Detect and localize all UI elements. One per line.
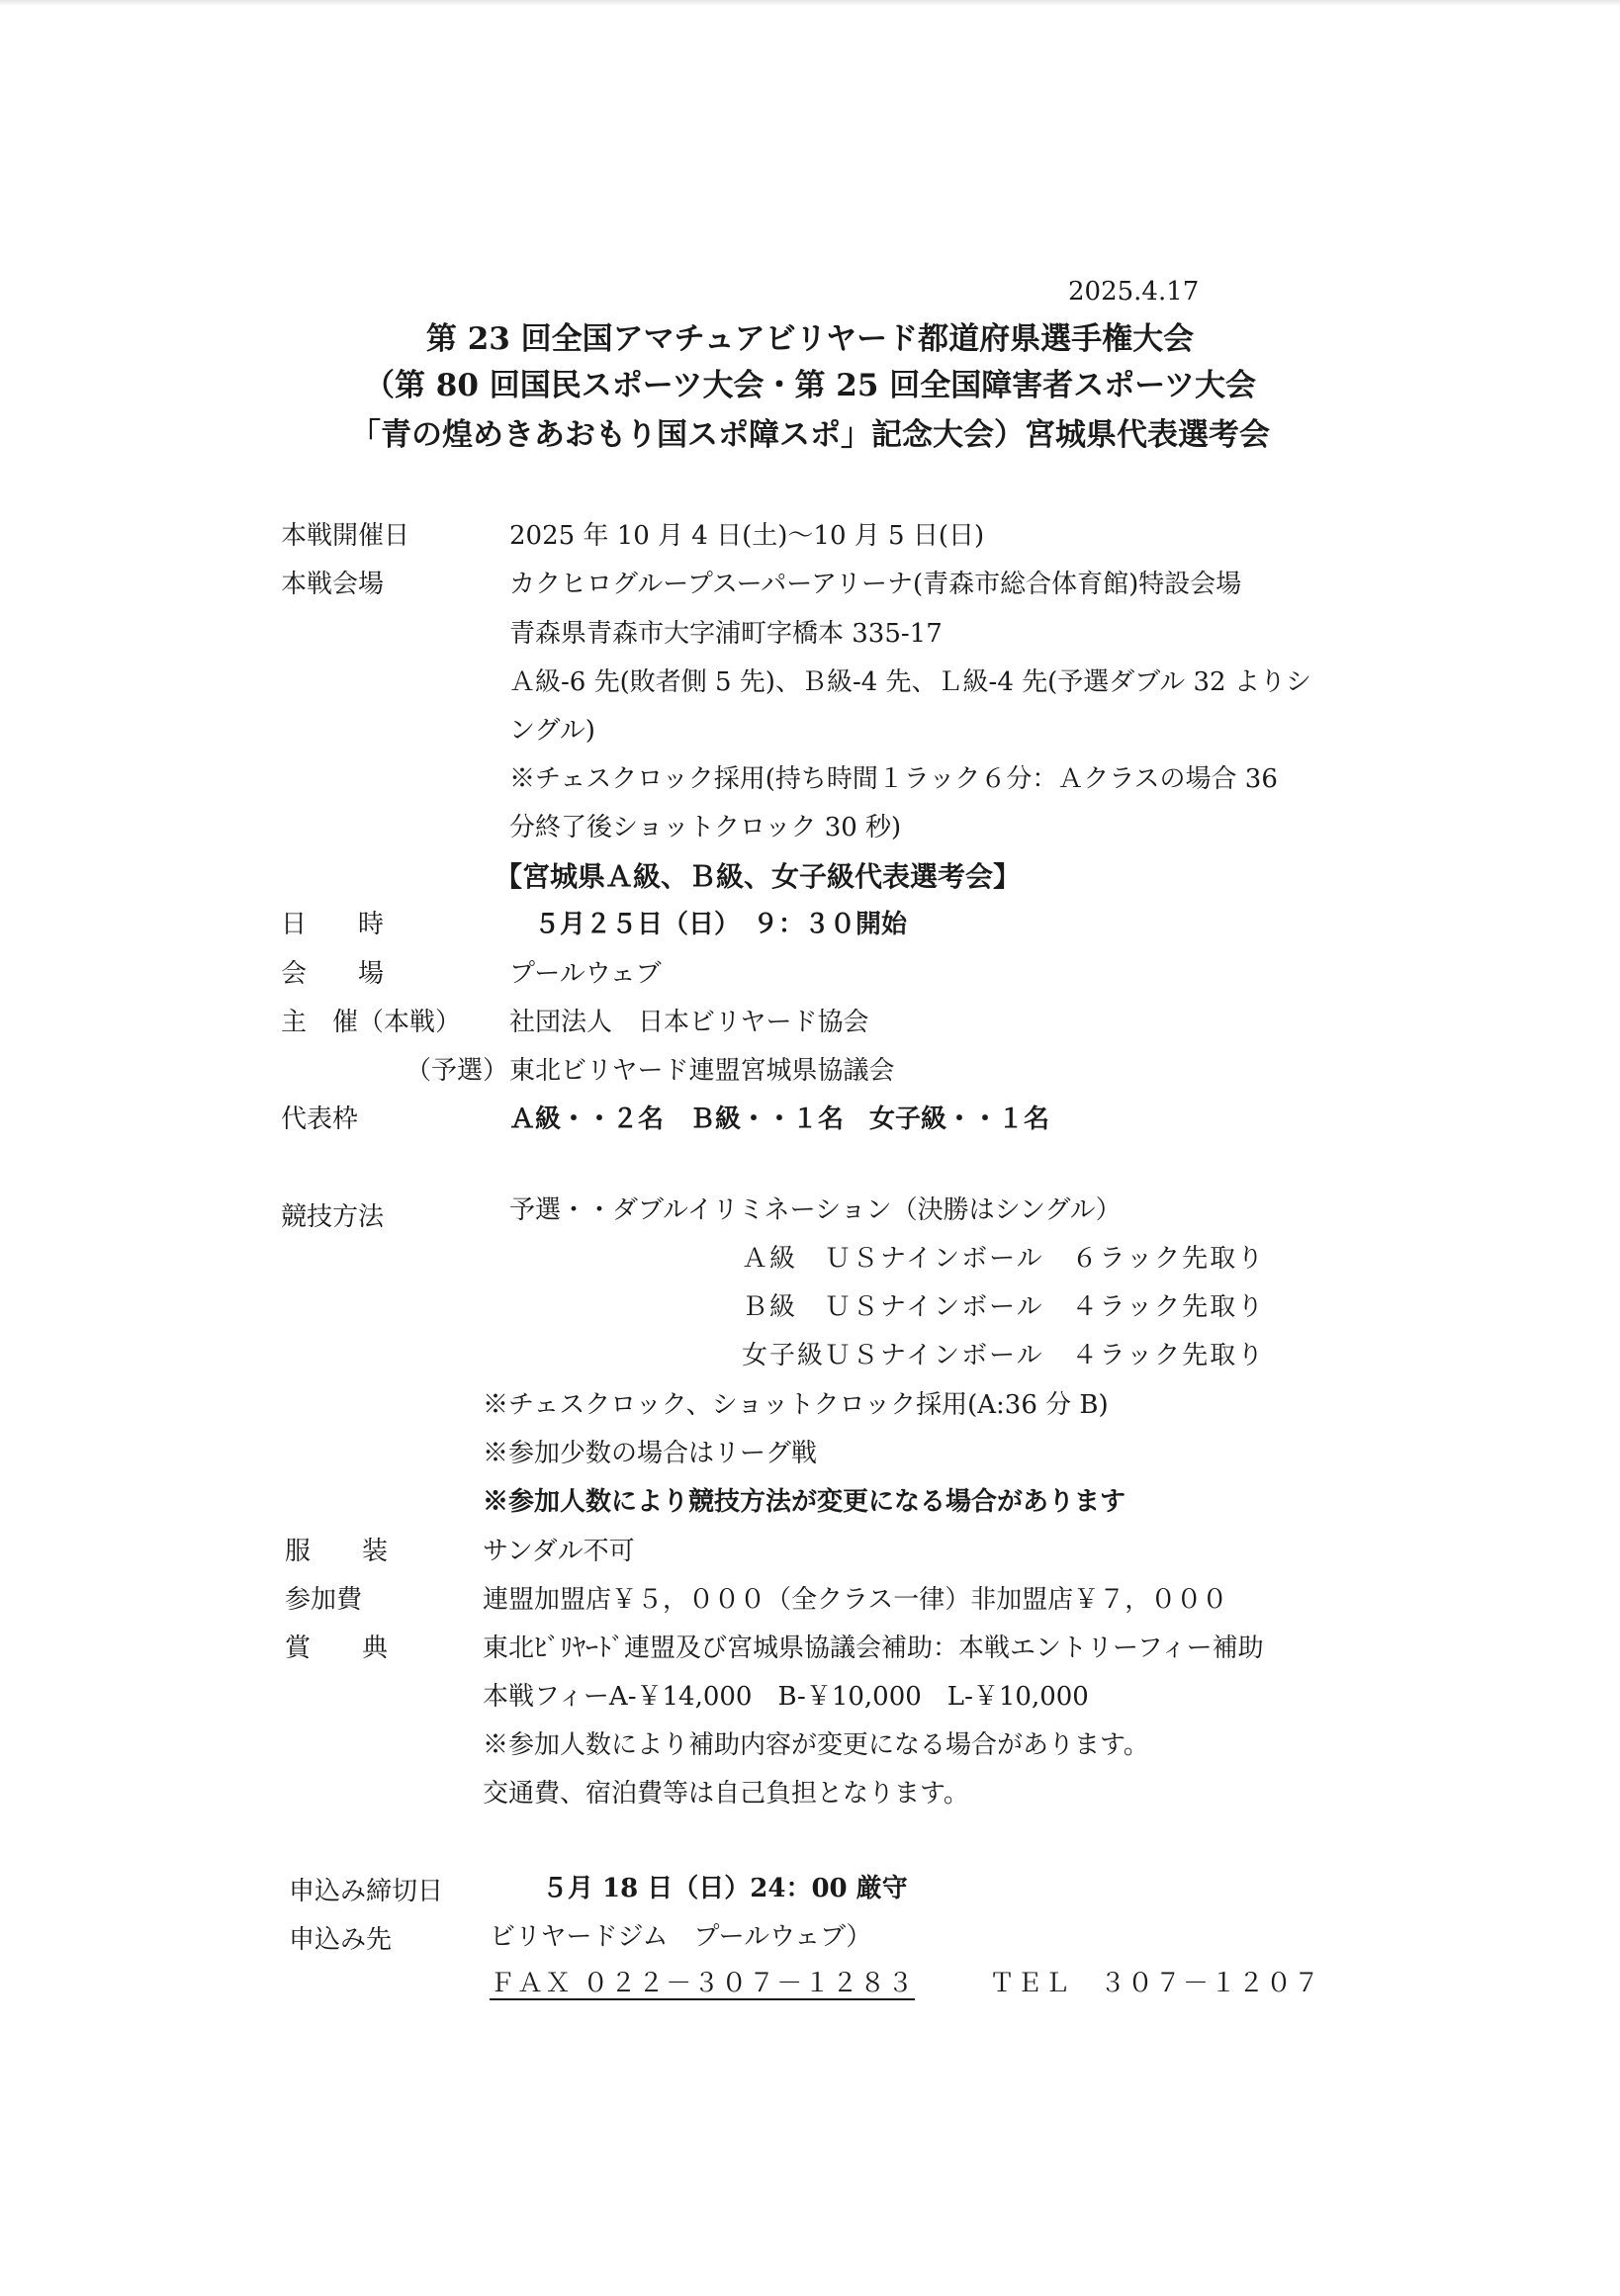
competition-label: 競技方法 xyxy=(281,1202,385,1232)
deadline-label: 申込み締切日 xyxy=(289,1877,444,1906)
contact-label: 申込み先 xyxy=(289,1925,393,1955)
prize-line-3: ※参加人数により補助内容が変更になる場合があります。 xyxy=(483,1730,1149,1760)
main-event-format-line-2: ングル) xyxy=(509,716,595,746)
prize-line-4: 交通費、宿泊費等は自己負担となります。 xyxy=(483,1779,969,1809)
main-event-clock-line-2: 分終了後ショットクロック 30 秒) xyxy=(509,813,902,842)
prize-line-2: 本戦フィーA-￥14,000 B-￥10,000 L-￥10,000 xyxy=(483,1682,1089,1712)
selection-venue-label: 会 場 xyxy=(281,959,385,989)
fee-value: 連盟加盟店￥５，０００（全クラス一律）非加盟店￥７，０００ xyxy=(483,1585,1228,1615)
selection-prelim-value: 東北ビリヤード連盟宮城県協議会 xyxy=(509,1056,895,1086)
selection-datetime-label: 日 時 xyxy=(281,910,385,939)
dress-label: 服 装 xyxy=(285,1537,389,1566)
prize-line-1: 東北ﾋﾞﾘﾔｰﾄﾞ連盟及び宮城県協議会補助：本戦エントリーフィー補助 xyxy=(483,1634,1264,1663)
contact-value: ビリヤードジム プールウェブ） xyxy=(490,1922,872,1952)
selection-venue-value: プールウェブ xyxy=(509,959,662,989)
fax-number: ＦＡＸ ０２２－３０７－１２８３ xyxy=(490,1969,916,1998)
selection-quota-value: Ａ級・・２名 Ｂ級・・１名 女子級・・１名 xyxy=(509,1104,1050,1134)
main-event-date-label: 本戦開催日 xyxy=(281,521,410,551)
competition-note-3: ※参加人数により競技方法が変更になる場合があります xyxy=(483,1487,1126,1517)
deadline-value: ５月 18 日（日）24：00 厳守 xyxy=(542,1874,908,1903)
main-event-venue-name: カクヒログループスーパーアリーナ(青森市総合体育館)特設会場 xyxy=(509,570,1242,599)
dress-value: サンダル不可 xyxy=(483,1537,635,1566)
selection-organizer-value: 社団法人 日本ビリヤード協会 xyxy=(509,1008,869,1037)
main-event-format-line-1: Ａ級-6 先(敗者側 5 先)、Ｂ級-4 先、Ｌ級-4 先(予選ダブル 32 よりシ xyxy=(509,667,1311,697)
prize-label: 賞 典 xyxy=(285,1634,389,1663)
selection-organizer-label: 主 催（本戦） xyxy=(281,1008,462,1037)
main-event-venue-label: 本戦会場 xyxy=(281,570,385,599)
main-event-date-value: 2025 年 10 月 4 日(土)～10 月 5 日(日) xyxy=(509,521,985,551)
selection-heading: 【宮城県Ａ級、Ｂ級、女子級代表選考会】 xyxy=(495,860,1022,893)
competition-note-1: ※チェスクロック、ショットクロック採用(A:36 分 B) xyxy=(483,1390,1109,1420)
document-date: 2025.4.17 xyxy=(1068,277,1200,307)
title-line-1: 第 23 回全国アマチュアビリヤード都道府県選手権大会 xyxy=(425,321,1195,357)
scan-edge xyxy=(0,0,1620,6)
main-event-venue-address: 青森県青森市大字浦町字橋本 335-17 xyxy=(509,619,943,649)
competition-class-b: Ｂ級 ＵＳナインボール ４ラック先取り xyxy=(742,1292,1266,1322)
fee-label: 参加費 xyxy=(285,1585,363,1615)
selection-prelim-label: （予選） xyxy=(405,1056,509,1086)
competition-prelim: 予選・・ダブルイリミネーション（決勝はシングル） xyxy=(509,1195,1122,1225)
competition-class-a: Ａ級 ＵＳナインボール ６ラック先取り xyxy=(742,1244,1266,1274)
competition-class-w: 女子級ＵＳナインボール ４ラック先取り xyxy=(742,1341,1266,1370)
title-line-2: （第 80 回国民スポーツ大会・第 25 回全国障害者スポーツ大会 xyxy=(364,368,1256,403)
selection-quota-label: 代表枠 xyxy=(281,1104,359,1134)
tel-number: ＴＥＬ ３０７－１２０７ xyxy=(989,1969,1322,1998)
competition-note-2: ※参加少数の場合はリーグ戦 xyxy=(483,1439,818,1468)
main-event-clock-line-1: ※チェスクロック採用(持ち時間１ラック６分：Ａクラスの場合 36 xyxy=(509,764,1278,794)
selection-datetime-value: ５月２５日（日） ９：３０開始 xyxy=(534,910,908,939)
title-line-3: 「青の煌めきあおもり国スポ障スポ」記念大会）宮城県代表選考会 xyxy=(350,417,1270,453)
